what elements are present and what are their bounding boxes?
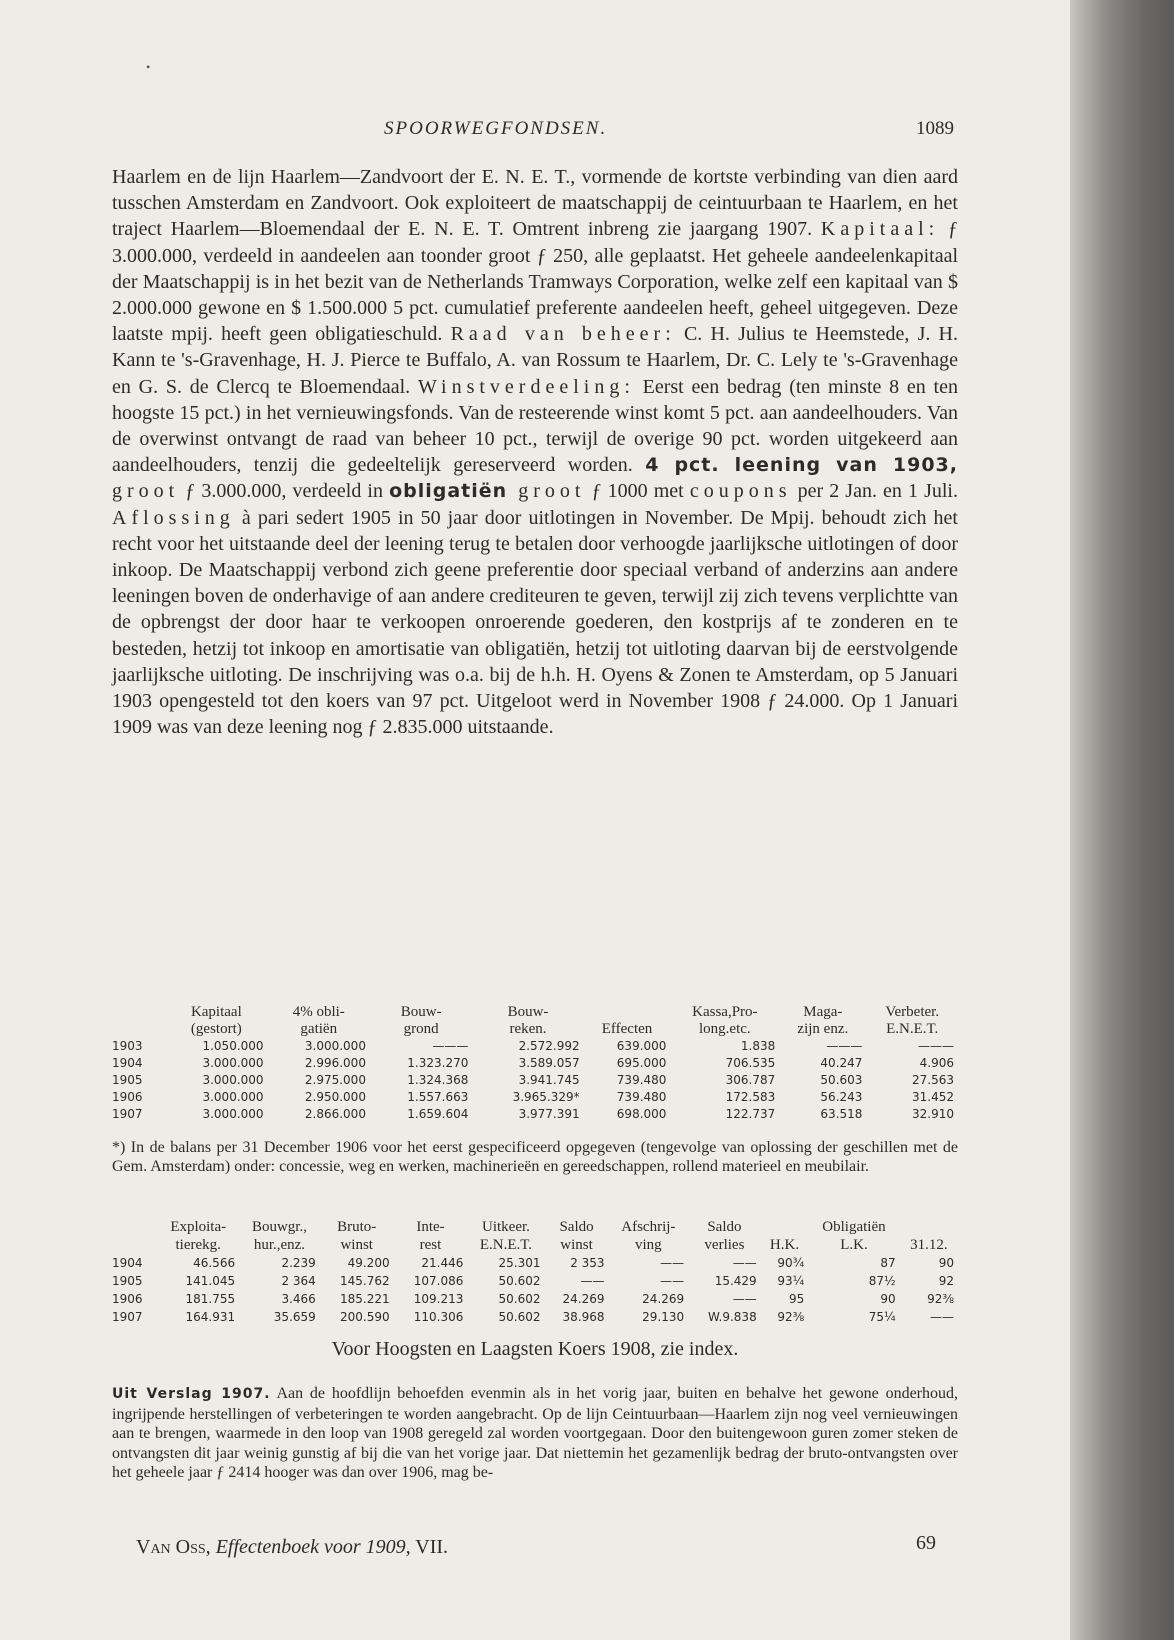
table-cell: 2.996.000 (304, 1056, 366, 1070)
table-cell: —— (930, 1310, 954, 1324)
table-cell: 92⅜ (777, 1310, 805, 1324)
text-span: Haarlem en de lijn Haarlem—Zandvoort der E. N. E. T., vormende de kortste verbinding van dien aard tusschen Amsterdam en Zandvoort. Ook exploiteert de maatschappij de ceintuurbaan te Haarlem, en het traject Haarlem—Bloemendaal der E. N. E. T. Omtrent inbreng zie jaargang 1907. (112, 166, 958, 241)
table-cell: 63.518 (820, 1107, 863, 1121)
header-cell: E.N.E.T. (479, 1237, 533, 1253)
year-cell: 1907 (112, 1310, 143, 1324)
table-cell: 181.755 (185, 1292, 236, 1306)
table-cell: 21.446 (421, 1256, 464, 1270)
table-cell: 27.563 (912, 1073, 954, 1087)
header-cell (108, 1218, 157, 1236)
header-cell: E.N.E.T. (886, 1021, 939, 1037)
table-cell: 1.050.000 (202, 1039, 264, 1053)
header-cell: Inte- (416, 1219, 445, 1235)
table-cell: 3.977.391 (518, 1107, 580, 1121)
year-cell: 1904 (112, 1056, 143, 1070)
year-cell: 1907 (112, 1107, 143, 1121)
header-cell (108, 1021, 165, 1038)
table-cell: 40.247 (820, 1056, 863, 1070)
header-cell (108, 1236, 157, 1254)
table-cell: 306.787 (725, 1073, 776, 1087)
header-cell: hur.,enz. (253, 1237, 306, 1253)
header-cell (108, 1004, 165, 1021)
table-cell: 50.602 (498, 1310, 541, 1324)
table-cell: 145.762 (339, 1274, 390, 1288)
table-cell: —— (660, 1274, 685, 1288)
table-cell: 2.572.992 (518, 1039, 580, 1053)
table-cell: ——— (432, 1039, 469, 1053)
table-cell: 24.269 (642, 1292, 685, 1306)
text-span: à pari sedert 1905 in 50 jaar door uitlotingen in November. De Mpij. behoudt zich het recht voor het uitstaande deel der leening terug te betalen door verhoogde jaarlijksche uitlotingen of door inkoop. De Maatschappij verbond zich geene preferentie door speciaal verband of anderzins aan andere leeningen boven de onderhavige of aan andere crediteuren te geven, terwijl zij zich tevens verplichtte van de opbrengst der door haar te verkoopen onroerende goederen, den kostprijs af te zonderen en te besteden, hetzij tot inkoop en amortisatie van obligatiën, hetzij tot uitloting daarvan bij de eerstvolgende jaarlijksche uitloting. De inschrijving was o.a. bij de h.h. H. Oyens & Zonen te Amsterdam, op 5 Januari 1903 opengesteld tot den koers van 97 pct. Uitgeloot werd in November 1908 ƒ 24.000. Op 1 Januari 1909 was van deze leening nog ƒ 2.835.000 uitstaande. (112, 506, 958, 739)
koers-caption: Voor Hoogsten en Laagsten Koers 1908, zie index. (331, 1338, 739, 1360)
table-cell: 2.866.000 (304, 1107, 366, 1121)
coupons-word: coupons (689, 480, 792, 503)
header-cell: (gestort) (190, 1021, 242, 1037)
header-cell: gatiën (300, 1021, 338, 1037)
table-cell: 1.838 (740, 1039, 776, 1053)
table-cell: 75¼ (868, 1310, 896, 1324)
page-number: 1089 (916, 118, 954, 139)
balance-table (108, 1004, 958, 1123)
report-label: Uit Verslag 1907. (112, 1386, 271, 1402)
table-cell: 49.200 (347, 1256, 390, 1270)
table-cell: —— (732, 1256, 757, 1270)
header-cell: verlies (704, 1237, 745, 1253)
table-cell: 24.269 (562, 1292, 605, 1306)
running-head: SPOORWEGFONDSEN. (384, 118, 608, 139)
header-cell: Saldo (707, 1219, 742, 1235)
text-span: ƒ 3.000.000, verdeeld in aandeelen aan toonder groot ƒ 250, alle geplaatst. Het geheele aandeelenkapitaal der Maatschappij is in het bezit van de Netherlands Tramways Corporation, welke zelf een kapitaal van $ 2.000.000 gewone en $ 1.500.000 5 pct. cumulatief preferente aandeelen heeft, geheel uitgegeven. Deze laatste mpij. heeft geen obligatieschuld. (112, 218, 959, 346)
table-cell: 3.000.000 (202, 1090, 264, 1104)
raad-label: Raad van beheer: (450, 323, 676, 346)
table-cell: 3.000.000 (202, 1107, 264, 1121)
table-cell: 2.975.000 (304, 1073, 366, 1087)
table-row (108, 1038, 958, 1055)
header-cell: Bruto- (337, 1219, 377, 1235)
table-cell: 4.906 (919, 1056, 954, 1070)
balance-header-row-2 (108, 1021, 958, 1038)
table-cell: 32.910 (912, 1107, 954, 1121)
table-row (108, 1308, 958, 1326)
table-cell: 172.583 (725, 1090, 776, 1104)
table-cell: 87 (880, 1256, 896, 1270)
table-cell: 110.306 (413, 1310, 464, 1324)
table-row (108, 1106, 958, 1123)
header-cell: zijn enz. (797, 1021, 849, 1037)
footer-title: Effectenboek voor 1909, (215, 1536, 411, 1558)
table-cell: 200.590 (339, 1310, 390, 1324)
table-cell: 92⅜ (927, 1292, 954, 1306)
report-paragraph (112, 1384, 958, 1483)
table-cell: ——— (826, 1039, 863, 1053)
page-edge-shadow (1070, 0, 1174, 1640)
table-cell: 50.603 (820, 1073, 863, 1087)
table-cell: —— (580, 1274, 605, 1288)
table-cell: 1.557.663 (407, 1090, 469, 1104)
header-cell: H.K. (769, 1237, 800, 1253)
footer-author: Van Oss, (136, 1536, 211, 1558)
table-cell: 122.737 (725, 1107, 776, 1121)
table-cell: 3.589.057 (518, 1056, 580, 1070)
table-cell: 3.965.329* (512, 1090, 580, 1104)
table-cell: 739.480 (616, 1090, 667, 1104)
header-cell: Saldo (559, 1219, 594, 1235)
table-cell: 90¾ (777, 1256, 805, 1270)
table-row (108, 1089, 958, 1106)
table-cell: —— (732, 1292, 757, 1306)
table-cell: 29.130 (642, 1310, 685, 1324)
header-cell: winst (560, 1237, 593, 1253)
signature-line (136, 1536, 448, 1559)
text-span: ƒ 1000 met (585, 480, 690, 503)
table-cell: 639.000 (616, 1039, 667, 1053)
header-cell: reken. (509, 1021, 547, 1037)
header-cell (761, 1218, 809, 1236)
header-cell: Obligatiën (822, 1219, 886, 1235)
header-cell: long.etc. (699, 1021, 751, 1037)
header-cell: Kassa,Pro- (692, 1004, 758, 1020)
header-cell: Effecten (601, 1021, 653, 1037)
table-cell: 25.301 (498, 1256, 541, 1270)
header-cell: Verbeter. (885, 1004, 940, 1020)
page-marker: • (146, 60, 151, 74)
table-cell: 92 (938, 1274, 954, 1288)
table-cell: 109.213 (413, 1292, 464, 1306)
report-text: Aan de hoofdlijn behoefden evenmin als in het vorig jaar, buiten en behalve het gewone onderhoud, ingrijpende herstellingen of verbeteringen te worden aangebracht. Op de lijn Ceintuurbaan—Haarlem zijn nog veel vernieuwingen aan te brengen, waarmede in den loop van 1908 geregeld zal worden voortgegaan. Door den buitengewoon guren zomer steken de ontvangsten dit jaar weinig gunstig af bij die van het vorige jaar. Dat niettemin het gezamenlijk bedrag der bruto-ontvangsten over het geheele jaar ƒ 2414 hooger was dan over 1906, mag be- (112, 1385, 959, 1481)
sheet-number: 69 (916, 1532, 936, 1554)
results-table (108, 1218, 958, 1326)
footnote: *) In de balans per 31 December 1906 voor het eerst gespecificeerd opgegeven (tengevolge van oplossing der geschillen met de Gem. Amsterdam) onder: concessie, weg en werken, machinerieën en gereedschappen, rollend materieel en meubilair. (112, 1139, 958, 1175)
table-cell: 50.602 (498, 1274, 541, 1288)
table-cell: 1.324.368 (407, 1073, 469, 1087)
header-cell: grond (403, 1021, 439, 1037)
table-cell: 739.480 (616, 1073, 667, 1087)
table-cell: 164.931 (185, 1310, 236, 1324)
table-cell: 87½ (868, 1274, 896, 1288)
balance-header-row-1 (108, 1004, 958, 1021)
page-header (114, 118, 954, 148)
table-cell: 50.602 (498, 1292, 541, 1306)
table-cell: 93¼ (777, 1274, 805, 1288)
table-cell: 15.429 (714, 1274, 757, 1288)
table-cell: 2.239 (281, 1256, 316, 1270)
table-cell: 56.243 (820, 1090, 863, 1104)
table-cell: 38.968 (562, 1310, 605, 1324)
text-span: ƒ 3.000.000, verdeeld in (179, 480, 390, 503)
header-cell (900, 1218, 958, 1236)
main-text (112, 164, 958, 740)
table-row (108, 1072, 958, 1089)
table-cell: ——— (918, 1039, 954, 1053)
header-cell: L.K. (840, 1237, 868, 1253)
table-cell: 695.000 (616, 1056, 667, 1070)
table-cell: 1.659.604 (407, 1107, 469, 1121)
header-cell: Exploita- (170, 1219, 227, 1235)
year-cell: 1905 (112, 1274, 143, 1288)
results-header-row-2 (108, 1236, 958, 1254)
table-cell: 90 (938, 1256, 954, 1270)
header-cell: 31.12. (910, 1237, 948, 1253)
aflossing-label: Aflossing (112, 506, 235, 529)
table-cell: 3.000.000 (202, 1056, 264, 1070)
table-cell: 185.221 (339, 1292, 390, 1306)
table-cell: W.9.838 (708, 1310, 757, 1324)
table-cell: 3.941.745 (518, 1073, 580, 1087)
header-cell: tierekg. (175, 1237, 221, 1253)
table-cell: 31.452 (912, 1090, 954, 1104)
table-cell: 46.566 (193, 1256, 236, 1270)
header-cell: winst (340, 1237, 373, 1253)
table-cell: 1.323.270 (407, 1056, 469, 1070)
table-row (108, 1254, 958, 1272)
year-cell: 1905 (112, 1073, 143, 1087)
table-cell: 3.000.000 (202, 1073, 264, 1087)
groot-word: groot (507, 480, 586, 503)
table-cell: 698.000 (616, 1107, 667, 1121)
text-span: Eerst een bedrag (ten minste 8 en ten hoogste 15 pct.) in het vernieuwingsfonds. Van de resteerende winst komt 5 pct. aan aandeelhouders. Van de overwinst ontvangt de raad van beheer 10 pct., terwijl de overige 90 pct. worden uitgekeerd aan aandeelhouders, tenzij die gedeeltelijk gereserveerd worden. (112, 375, 958, 477)
winst-label: Winstverdeeling: (417, 375, 635, 398)
table-cell: 141.045 (185, 1274, 236, 1288)
leening-label: 4 pct. leening van 1903, (645, 454, 958, 477)
page-footer (136, 1532, 936, 1566)
obligatien-label: obligatiën (389, 480, 508, 503)
table-cell: 35.659 (273, 1310, 316, 1324)
header-cell: Bouw- (400, 1004, 442, 1020)
table-cell: 3.466 (281, 1292, 316, 1306)
table-cell: 2.950.000 (304, 1090, 366, 1104)
header-cell: Kapitaal (190, 1004, 242, 1020)
table-cell: —— (660, 1256, 685, 1270)
header-cell: rest (419, 1237, 442, 1253)
table-cell: 3.000.000 (304, 1039, 366, 1053)
kapitaal-label: Kapitaal: (820, 218, 940, 241)
table-cell: 2 364 (281, 1274, 316, 1288)
header-cell: Uitkeer. (482, 1219, 530, 1235)
text-span: per 2 Jan. en 1 Juli. (791, 480, 958, 503)
header-cell: Bouw- (507, 1004, 549, 1020)
year-cell: 1906 (112, 1090, 143, 1104)
header-cell: 4% obli- (292, 1004, 345, 1020)
main-paragraph (112, 164, 958, 740)
table-cell: 706.535 (725, 1056, 776, 1070)
header-cell: Bouwgr., (251, 1219, 307, 1235)
header-cell: Maga- (803, 1004, 843, 1020)
results-header-row-1 (108, 1218, 958, 1236)
table-cell: 90 (880, 1292, 896, 1306)
year-cell: 1903 (112, 1039, 143, 1053)
table-cell: 2 353 (570, 1256, 605, 1270)
header-cell: ving (635, 1237, 662, 1253)
table-cell: 107.086 (413, 1274, 464, 1288)
groot-word: groot (112, 480, 180, 503)
footer-volume: VII. (415, 1536, 449, 1558)
header-cell (584, 1004, 671, 1021)
text-span: C. H. Julius te Heemstede, J. H. Kann te 's-Gravenhage, H. J. Pierce te Buffalo, A. van Rossum te Haarlem, Dr. C. Lely te 's-Gravenhage en G. S. de Clercq te Bloemendaal. (112, 323, 958, 398)
table-row (108, 1290, 958, 1308)
table-cell: 95 (789, 1292, 805, 1306)
table-row (108, 1272, 958, 1290)
year-cell: 1904 (112, 1256, 143, 1270)
year-cell: 1906 (112, 1292, 143, 1306)
table-row (108, 1055, 958, 1072)
header-cell: Afschrij- (621, 1219, 676, 1235)
